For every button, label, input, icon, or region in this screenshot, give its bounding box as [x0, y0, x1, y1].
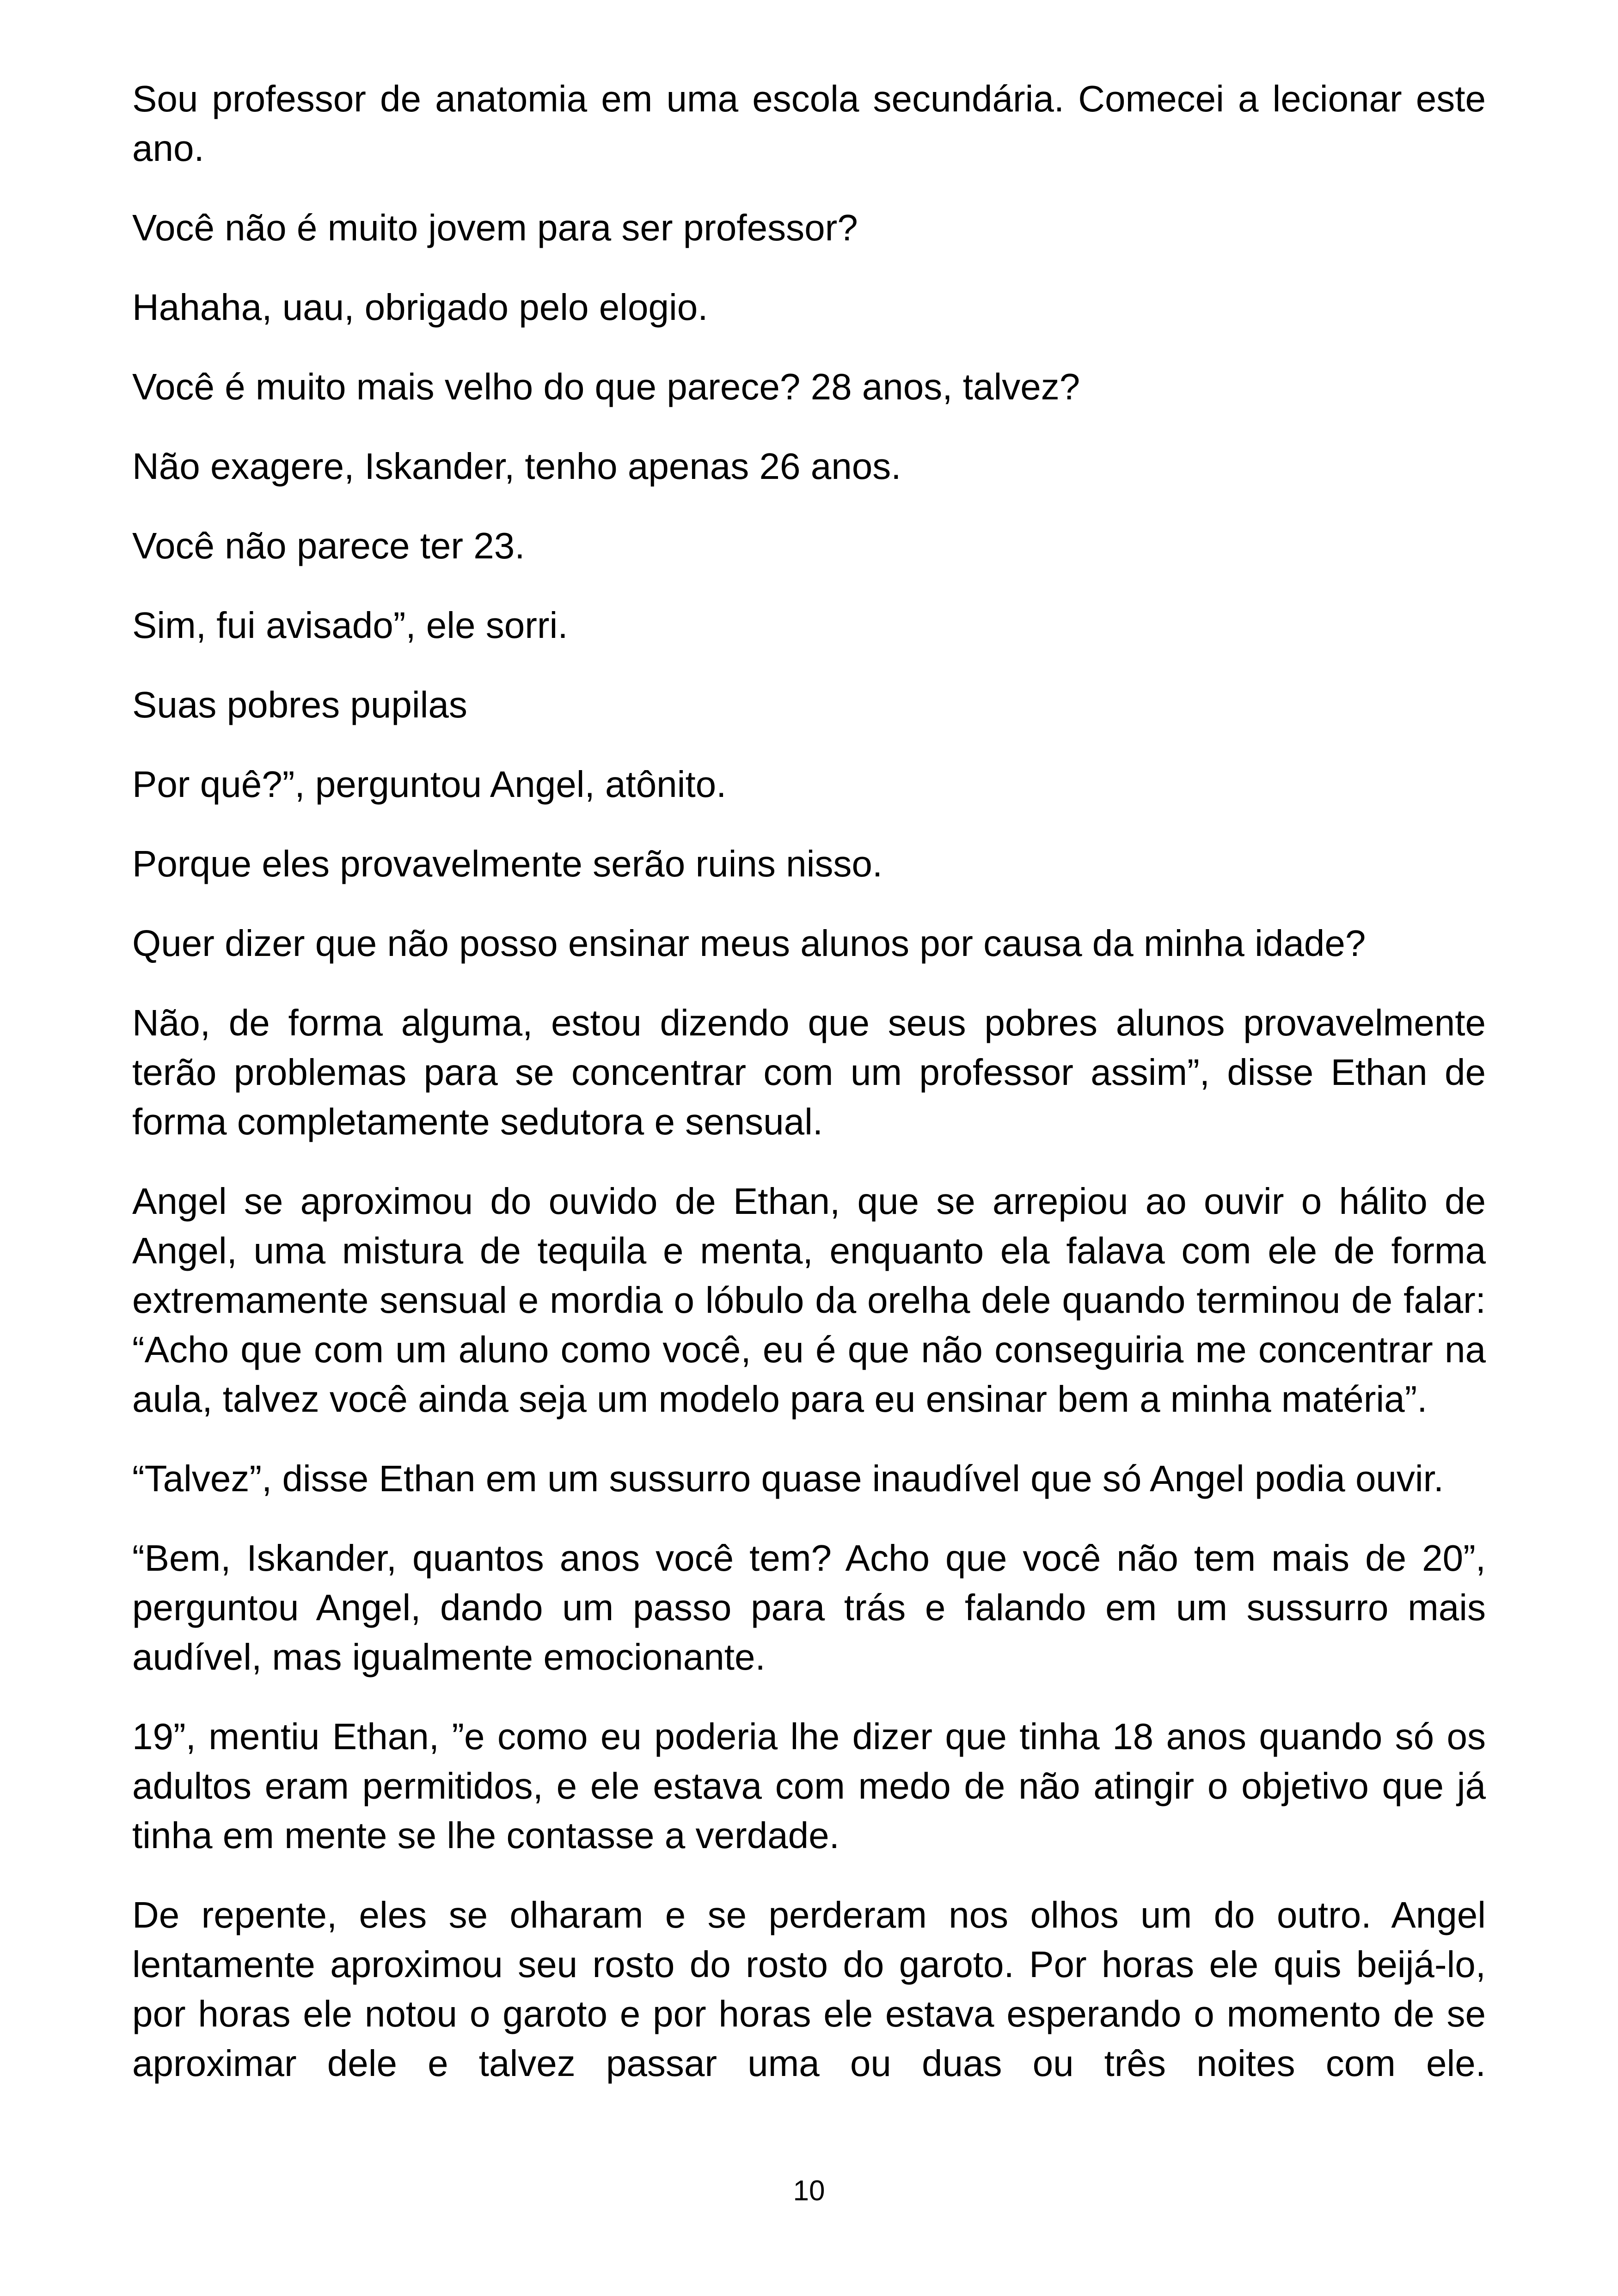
paragraph-15: “Bem, Iskander, quantos anos você tem? Acho que você não tem mais de 20”, perguntou Angel, dando um passo para trás e falando em um sussurro mais audível, mas igualmente emocionante.: [132, 1537, 1486, 1678]
paragraph-14: “Talvez”, disse Ethan em um sussurro quase inaudível que só Angel podia ouvir.: [132, 1458, 1444, 1499]
paragraph-6: Você não parece ter 23.: [132, 525, 525, 566]
paragraph-1: Sou professor de anatomia em uma escola secundária. Comecei a lecionar este ano.: [132, 78, 1486, 169]
paragraph-9: Por quê?”, perguntou Angel, atônito.: [132, 764, 727, 805]
paragraph-4: Você é muito mais velho do que parece? 28 anos, talvez?: [132, 366, 1080, 407]
paragraph-7: Sim, fui avisado”, ele sorri.: [132, 605, 568, 646]
paragraph-13: Angel se aproximou do ouvido de Ethan, que se arrepiou ao ouvir o hálito de Angel, uma mistura de tequila e menta, enquanto ela falava com ele de forma extremamente sensual e mordia o lóbulo da orelha dele quando terminou de falar: “Acho que com um aluno como você, eu é que não conseguiria me concentrar na aula, talvez você ainda seja um modelo para eu ensinar bem a minha matéria”.: [132, 1181, 1486, 1420]
paragraph-3: Hahaha, uau, obrigado pelo elogio.: [132, 287, 708, 328]
paragraph-8: Suas pobres pupilas: [132, 684, 467, 725]
paragraph-12: Não, de forma alguma, estou dizendo que seus pobres alunos provavelmente terão problemas para se concentrar com um professor assim”, disse Ethan de forma completamente sedutora e sensual.: [132, 1002, 1486, 1142]
paragraph-10: Porque eles provavelmente serão ruins nisso.: [132, 843, 883, 884]
paragraph-17: De repente, eles se olharam e se perderam nos olhos um do outro. Angel lentamente aproximou seu rosto do rosto do garoto. Por horas ele quis beijá-lo, por horas ele notou o garoto e por horas ele estava esperando o momento de se aproximar dele e talvez passar uma ou duas ou três noites com ele.: [132, 1894, 1486, 2084]
page-number: 10: [793, 2175, 825, 2207]
body-text: [132, 74, 1486, 2118]
paragraph-16: 19”, mentiu Ethan, ”e como eu poderia lhe dizer que tinha 18 anos quando só os adultos eram permitidos, e ele estava com medo de não atingir o objetivo que já tinha em mente se lhe contasse a verdade.: [132, 1716, 1486, 1856]
paragraph-5: Não exagere, Iskander, tenho apenas 26 anos.: [132, 446, 901, 487]
paragraph-11: Quer dizer que não posso ensinar meus alunos por causa da minha idade?: [132, 923, 1366, 964]
paragraph-2: Você não é muito jovem para ser professor?: [132, 207, 858, 248]
